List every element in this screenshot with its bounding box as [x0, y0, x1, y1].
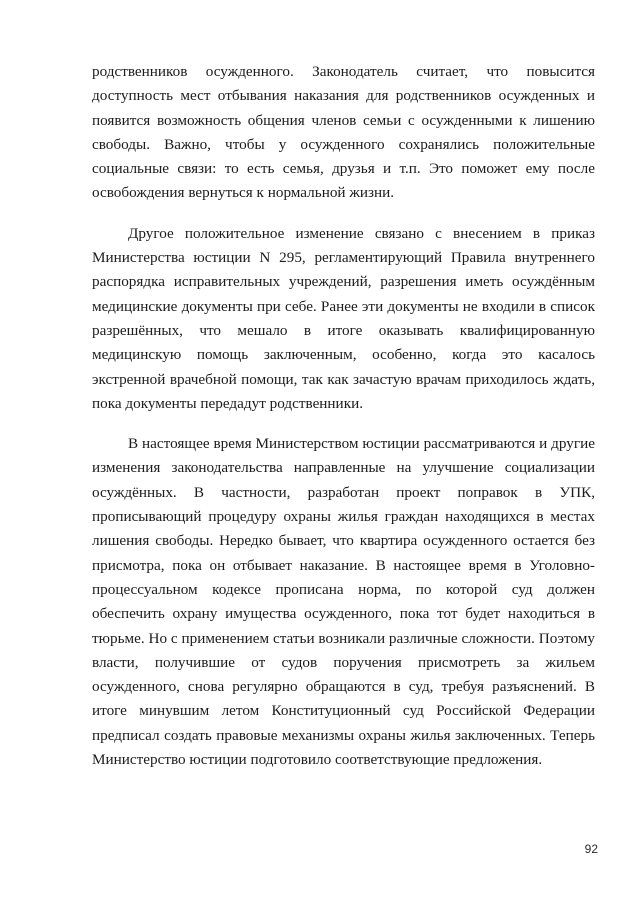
text-line: доступность мест отбывания наказания для родственников осужденных и: [92, 87, 595, 105]
text-line: присмотра, пока он отбывает наказание. В настоящее время в Уголовно-: [92, 556, 595, 574]
text-line: распорядка исправительных учреждений, разрешения иметь осуждённым: [92, 273, 595, 291]
text-line: тюрьме. Но с применением статьи возникали различные сложности. Поэтому: [92, 629, 595, 647]
text-line: власти, получившие от судов поручения присмотреть за жильем: [92, 653, 595, 671]
text-line: пока документы передадут родственники.: [92, 394, 363, 412]
text-line: процессуальном кодексе прописана норма, по которой суд должен: [92, 580, 595, 598]
text-line: разрешённых, что мешало в итоге оказывать квалифицированную: [92, 321, 595, 339]
text-line: медицинскую помощь заключенным, особенно, когда это касалось: [92, 346, 595, 364]
text-line: обеспечить охрану имущества осужденного, пока тот будет находиться в: [92, 605, 595, 623]
body-text: [92, 60, 595, 788]
text-line: осуждённых. В частности, разработан проект поправок в УПК,: [92, 483, 595, 501]
text-line: осужденного, снова регулярно обращаются в суд, требуя разъяснений. В: [92, 678, 595, 696]
text-line: медицинские документы при себе. Ранее эти документы не входили в список: [92, 297, 595, 315]
text-line: прописывающий процедуру охраны жилья граждан находящихся в местах: [92, 508, 595, 526]
text-line: итоге минувшим летом Конституционный суд Российской Федерации: [92, 702, 595, 720]
paragraph-3: [92, 432, 595, 772]
text-line: Министерство юстиции подготовило соответствующие предложения.: [92, 751, 543, 769]
text-line: экстренной врачебной помощи, так как зачастую врачам приходилось ждать,: [92, 370, 595, 388]
text-line: появится возможность общения членов семьи с осужденными к лишению: [92, 111, 595, 129]
text-line: лишения свободы. Нередко бывает, что квартира осужденного остается без: [92, 532, 595, 550]
paragraph-1: [92, 60, 595, 206]
text-line: В настоящее время Министерством юстиции рассматриваются и другие: [128, 435, 595, 453]
text-line: социальные связи: то есть семья, друзья и т.п. Это поможет ему после: [92, 160, 595, 178]
text-line: родственников осужденного. Законодатель считает, что повысится: [92, 63, 595, 80]
text-line: свободы. Важно, чтобы у осужденного сохранялись положительные: [92, 135, 595, 153]
text-line: предписал создать правовые механизмы охраны жилья заключенных. Теперь: [92, 726, 595, 744]
text-line: изменения законодательства направленные на улучшение социализации: [92, 459, 595, 477]
text-line: Другое положительное изменение связано с внесением в приказ: [128, 224, 595, 242]
paragraph-2: [92, 222, 595, 416]
page-number: 92: [584, 842, 598, 856]
text-line: освобождения вернуться к нормальной жизни.: [92, 184, 395, 202]
text-line: Министерства юстиции N 295, регламентирующий Правила внутреннего: [92, 249, 595, 267]
